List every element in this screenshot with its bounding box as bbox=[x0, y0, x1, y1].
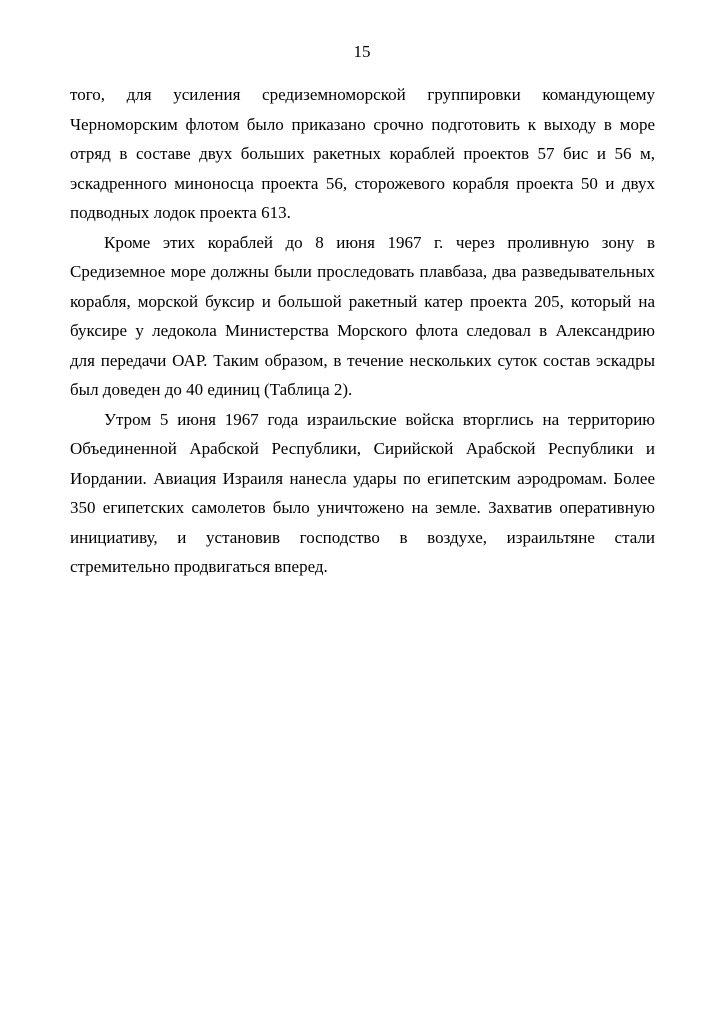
text-line: Объединенной Арабской Республики, Сирийской Арабской Республики и bbox=[70, 439, 655, 458]
text-line: подводных лодок проекта 613. bbox=[70, 203, 291, 222]
page-number: 15 bbox=[353, 42, 371, 61]
text-line: буксире у ледокола Министерства Морского флота следовал в Александрию bbox=[70, 321, 655, 340]
text-line: корабля, морской буксир и большой ракетный катер проекта 205, который на bbox=[70, 291, 655, 311]
text-line: отряд в составе двух больших ракетных кораблей проектов 57 бис и 56 м, bbox=[70, 144, 655, 163]
text-line: стремительно продвигаться вперед. bbox=[70, 557, 328, 576]
paragraph bbox=[70, 80, 655, 228]
text-line: 350 египетских самолетов было уничтожено на земле. Захватив оперативную bbox=[70, 498, 655, 517]
text-line: для передачи ОАР. Таким образом, в течение нескольких суток состав эскадры bbox=[70, 350, 655, 370]
text-line: был доведен до 40 единиц (Таблица 2). bbox=[70, 380, 353, 399]
paragraph bbox=[70, 228, 655, 405]
text-line: Средиземное море должны были проследовать плавбаза, два разведывательных bbox=[70, 262, 655, 281]
text-line: того, для усиления средиземноморской группировки командующему bbox=[70, 85, 655, 104]
text-line: Иордании. Авиация Израиля нанесла удары по египетским аэродромам. Более bbox=[70, 468, 655, 488]
text-line: Утром 5 июня 1967 года израильские войска вторглись на территорию bbox=[104, 409, 655, 429]
text-line: инициативу, и установив господство в воздухе, израильтяне стали bbox=[70, 527, 655, 547]
text-line: Черноморским флотом было приказано срочно подготовить к выходу в море bbox=[70, 114, 655, 134]
text-line: эскадренного миноносца проекта 56, сторожевого корабля проекта 50 и двух bbox=[70, 173, 655, 193]
body-text bbox=[70, 80, 655, 582]
text-line: Кроме этих кораблей до 8 июня 1967 г. через проливную зону в bbox=[104, 232, 655, 252]
paragraph bbox=[70, 405, 655, 582]
